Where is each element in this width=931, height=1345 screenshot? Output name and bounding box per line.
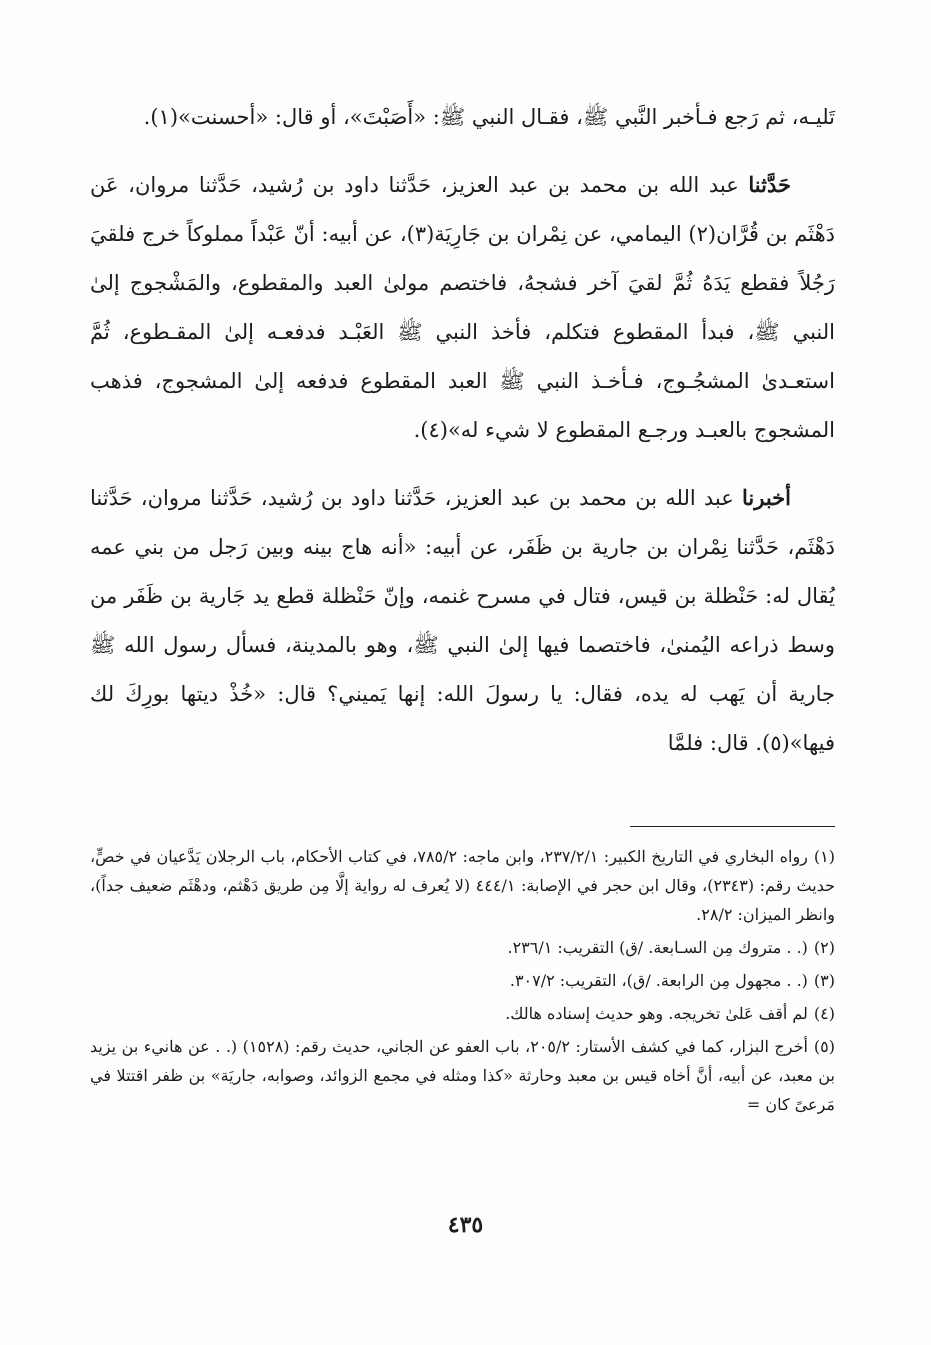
footnote-2-text: (. . متروك مِن السـابعة. /ق) التقريب: ٢٣٦/١.: [507, 938, 808, 957]
footnote-2-number: (٢): [813, 938, 835, 957]
page-number: ٤٣٥: [447, 1212, 484, 1238]
paragraph-2-lead: حَدَّثنا: [748, 172, 791, 197]
footnotes: [90, 842, 835, 1123]
footnote-2: [90, 933, 835, 962]
footnote-5-number: (٥): [813, 1037, 836, 1056]
footnote-1-number: (١): [813, 847, 836, 866]
paragraph-3: [90, 473, 835, 768]
footnote-4: [90, 999, 835, 1028]
paragraph-2: [90, 160, 835, 455]
footnote-3-text: (. . مجهول مِن الرابعة. /ق)، التقريب: ٣٠٧/٢.: [509, 971, 808, 990]
footnote-divider: [630, 826, 835, 827]
footnote-4-text: لم أقف عَلىٰ تخريجه. وهو حديث إسناده هالك.: [505, 1004, 808, 1023]
footnote-5-text: أخرج البزار، كما في كشف الأستار: ٢٠٥/٢، باب العفو عن الجاني، حديث رقم: (١٥٢٨) (. . عن هانيء بن يزيد بن معبد، عن أبيه، أنَّ أخاه قيس بن معبد وحارثة «كذا ومثله في مجمع الزوائد، وصوابه، جاريَة» بن ظفر اقتتلا في مَرعىً كان =: [90, 1037, 835, 1114]
paragraph-2-text: عبد الله بن محمد بن عبد العزيز، حَدَّثنا داود بن رُشيد، حَدَّثنا مروان، عَن دَهْثَم بن قُرَّان(٢) اليمامي، عن نِمْران بن جَارِيَة(٣)، عن أبيه: أنّ عَبْداً مملوكاً خرج فلقيَ رَجُلاً فقطع يَدَهُ ثُمَّ لقيَ آخر فشجهُ، فاختصم مولىٰ العبد والمقطوع، والمَشْجوج إلىٰ النبي ﷺ، فبدأ المقطوع فتكلم، فأخذ النبي ﷺ العَبْـد فدفعـه إلىٰ المقـطوع، ثُمَّ استعـدىٰ المشجُـوج، فـأخـذ النبي ﷺ العبد المقطوع فدفعه إلىٰ المشجوج، فذهب المشجوج بالعبـد ورجـع المقطوع لا شيء له»(٤).: [90, 173, 836, 442]
paragraph-3-lead: أخبرنا: [742, 485, 791, 510]
footnote-3: [90, 966, 835, 995]
paragraph-3-text: عبد الله بن محمد بن عبد العزيز، حَدَّثنا داود بن رُشيد، حَدَّثنا مروان، حَدَّثنا دَهْثَم، حَدَّثنا نِمْران بن جارية بن ظَفَر، عن أبيه: «أنه هاج بينه وبين رَجل من بني عمه يُقال له: حَنْظلة بن قيس، فتال في مسرح غنمه، وإنّ حَنْظلة قطع يد جَارية بن ظَفَر من وسط ذراعه اليُمنىٰ، فاختصما فيها إلىٰ النبي ﷺ، وهو بالمدينة، فسأل رسول الله ﷺ جارية أن يَهب له يده، فقال: يا رسولَ الله: إنها يَميني؟ قال: «خُذْ ديتها بورِكَ لك فيها»(٥). قال: فلمَّا: [90, 486, 835, 755]
main-text: [90, 92, 835, 768]
paragraph-1: [90, 92, 835, 142]
footnote-5: [90, 1032, 835, 1119]
footnote-1-text: رواه البخاري في التاريخ الكبير: ٢٣٧/٢/١، وابن ماجه: ٧٨٥/٢، في كتاب الأحكام، باب الرجلان يَدَّعيان في خصٍّ، حديث رقم: (٢٣٤٣)، وقال ابن حجر في الإصابة: ٤٤٤/١ (لا يُعرف له رواية إلَّا مِن طريق دَهْثم، ودهْثَم ضعيف جداً)، وانظر الميزان: ٢٨/٢.: [90, 847, 836, 924]
footnote-1: [90, 842, 835, 929]
paragraph-1-text: تَليـه، ثم رَجع فـأخبر النَّبي ﷺ، فقـال النبي ﷺ: «أَصَبْتَ»، أو قال: «أحسنت»(١).: [143, 105, 835, 129]
footnote-3-number: (٣): [813, 971, 835, 990]
footnote-4-number: (٤): [813, 1004, 835, 1023]
